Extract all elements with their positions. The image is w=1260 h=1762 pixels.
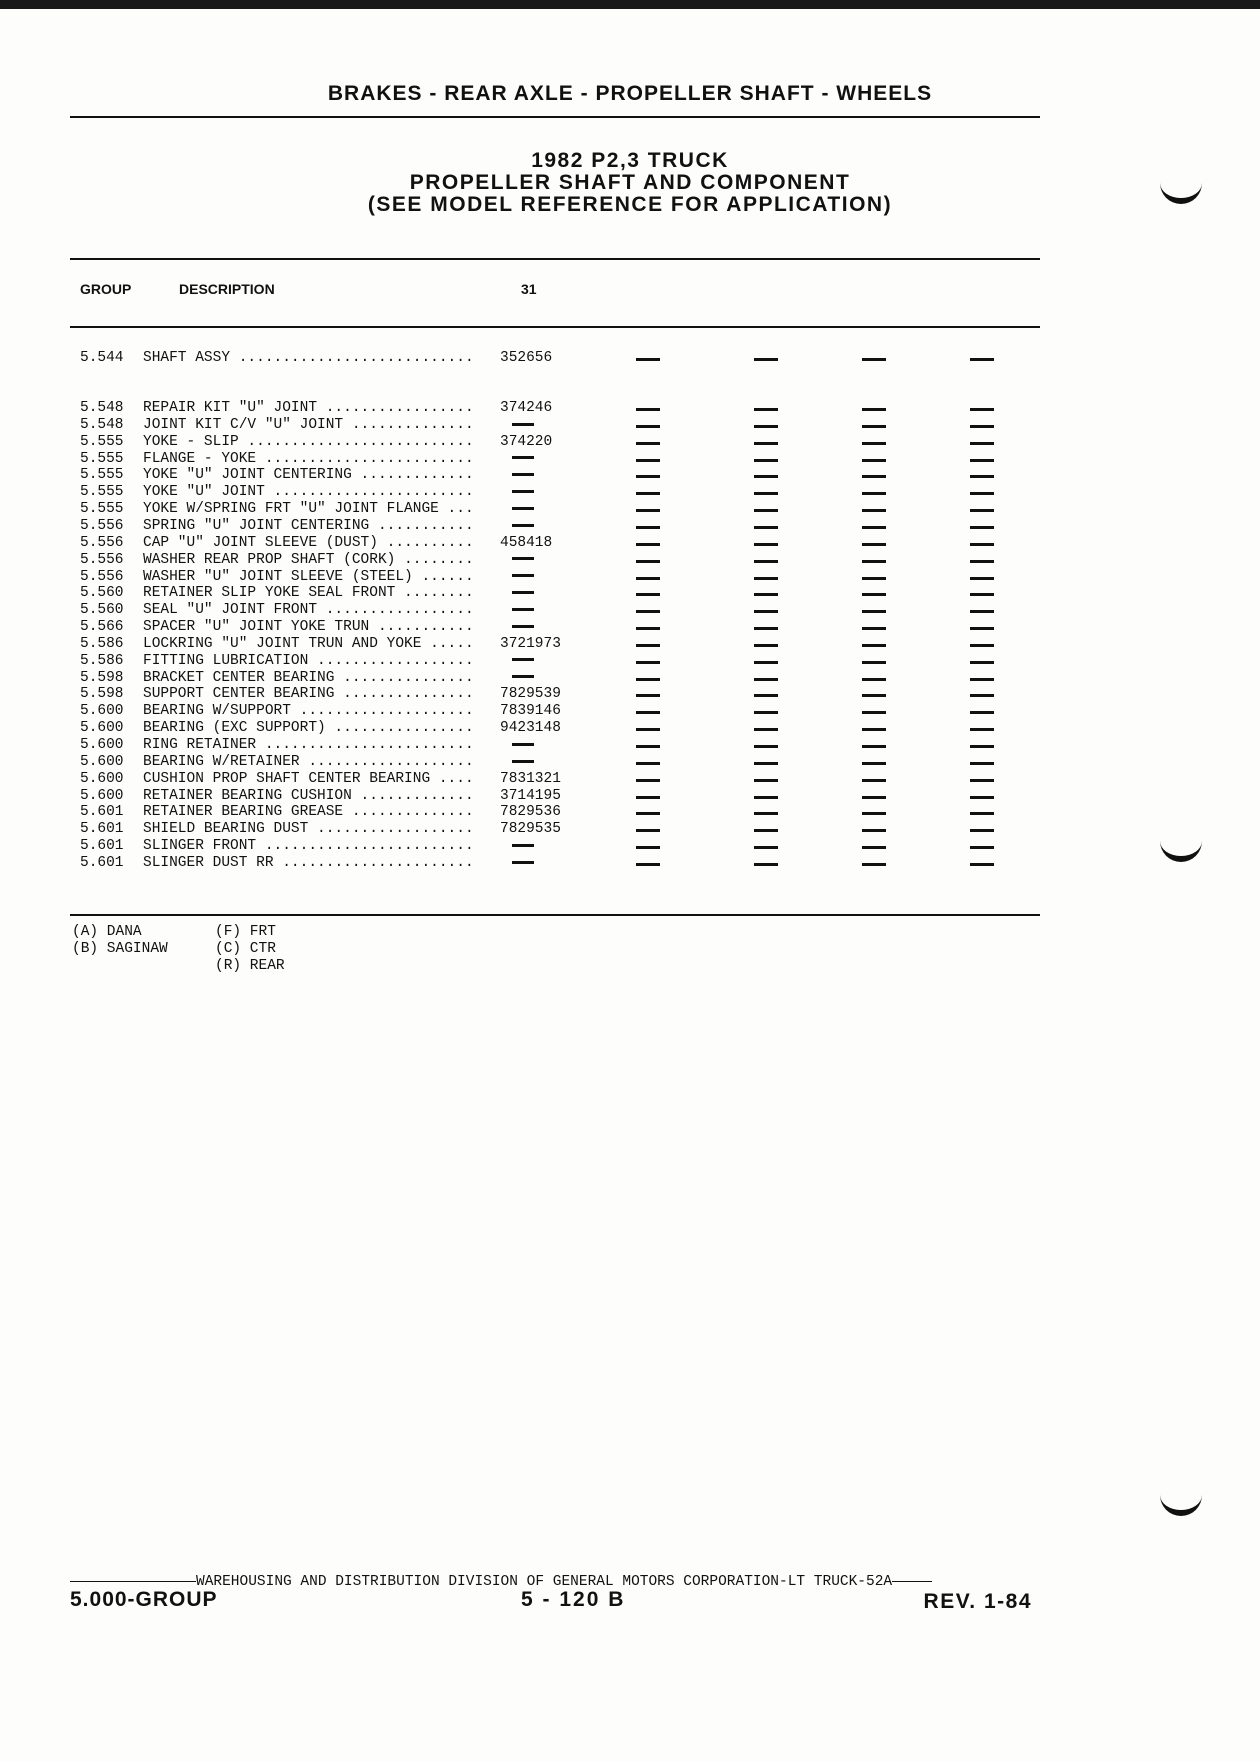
not-applicable-dash — [512, 557, 534, 560]
not-applicable-dash — [862, 829, 886, 832]
not-applicable-dash — [754, 358, 778, 361]
not-applicable-dash — [862, 509, 886, 512]
row-description: CAP "U" JOINT SLEEVE (DUST) ..... — [143, 535, 475, 552]
not-applicable-dash — [512, 473, 534, 476]
row-group: 5.544 — [80, 350, 124, 366]
not-applicable-dash — [862, 543, 886, 546]
not-applicable-dash — [512, 658, 534, 661]
row-description: CUSHION PROP SHAFT CENTER BEARING ..... — [143, 771, 475, 788]
row-group: 5.556 — [80, 551, 124, 568]
not-applicable-dash — [754, 779, 778, 782]
row-group: 5.601 — [80, 821, 124, 838]
footer-revision: REV. 1-84 — [923, 1590, 1032, 1613]
not-applicable-dash — [512, 507, 534, 510]
not-applicable-dash — [862, 560, 886, 563]
not-applicable-dash — [970, 644, 994, 647]
not-applicable-dash — [862, 711, 886, 714]
binder-tab-mark — [1160, 1490, 1202, 1516]
not-applicable-dash — [862, 728, 886, 731]
not-applicable-dash — [754, 560, 778, 563]
not-applicable-dash — [862, 863, 886, 866]
title-line-1: 1982 P2,3 TRUCK — [531, 149, 729, 172]
row-description: SPRING "U" JOINT CENTERING ..... — [143, 518, 475, 535]
col31-header: 31 — [521, 281, 537, 297]
row-col31-value: 7829539 — [500, 686, 561, 703]
not-applicable-dash — [636, 577, 660, 580]
not-applicable-dash — [636, 543, 660, 546]
row-col31-value: 3721973 — [500, 635, 561, 652]
row-col31-value — [500, 484, 570, 501]
footer-leader-line — [70, 1581, 196, 1582]
row-col31-value — [500, 518, 570, 535]
legend-item: (B) SAGINAW — [72, 941, 168, 957]
row-description: YOKE - SLIP ..... — [143, 434, 475, 451]
not-applicable-dash — [970, 475, 994, 478]
not-applicable-dash — [862, 762, 886, 765]
not-applicable-dash — [970, 593, 994, 596]
row-col31-value: 7829535 — [500, 821, 561, 838]
row-description: YOKE "U" JOINT CENTERING ..... — [143, 467, 475, 484]
row-group: 5.598 — [80, 686, 124, 703]
not-applicable-dash — [754, 796, 778, 799]
not-applicable-dash — [636, 779, 660, 782]
row-group: 5.566 — [80, 619, 124, 636]
not-applicable-dash — [636, 846, 660, 849]
row-group: 5.548 — [80, 400, 124, 416]
top-border — [0, 0, 1260, 9]
not-applicable-dash — [862, 644, 886, 647]
row-group: 5.600 — [80, 737, 124, 753]
footer-trailer-line — [892, 1581, 932, 1582]
not-applicable-dash — [512, 574, 534, 577]
not-applicable-dash — [636, 610, 660, 613]
not-applicable-dash — [636, 442, 660, 445]
page-title — [0, 150, 1260, 216]
row-col31-value — [500, 619, 570, 636]
not-applicable-dash — [512, 743, 534, 746]
not-applicable-dash — [512, 844, 534, 847]
not-applicable-dash — [754, 475, 778, 478]
section-title: BRAKES - REAR AXLE - PROPELLER SHAFT - WHEELS — [327, 82, 933, 105]
not-applicable-dash — [754, 593, 778, 596]
row-description: BEARING W/RETAINER ..... — [143, 754, 475, 771]
row-description: SLINGER FRONT ..... — [143, 838, 475, 855]
footer-division-text: WAREHOUSING AND DISTRIBUTION DIVISION OF GENERAL MOTORS CORPORATION-LT TRUCK-52A — [196, 1574, 893, 1590]
row-description: RETAINER BEARING GREASE ..... — [143, 804, 475, 821]
not-applicable-dash — [754, 863, 778, 866]
row-description: YOKE W/SPRING FRT "U" JOINT FLANGE ..... — [143, 501, 475, 518]
not-applicable-dash — [512, 456, 534, 459]
not-applicable-dash — [970, 492, 994, 495]
row-description: SHAFT ASSY ..... — [143, 350, 475, 367]
not-applicable-dash — [970, 459, 994, 462]
row-col31-value: 374246 — [500, 400, 553, 416]
not-applicable-dash — [636, 678, 660, 681]
not-applicable-dash — [970, 509, 994, 512]
not-applicable-dash — [862, 593, 886, 596]
not-applicable-dash — [636, 425, 660, 428]
row-description: BEARING (EXC SUPPORT) ..... — [143, 720, 475, 737]
row-group: 5.556 — [80, 534, 124, 551]
row-col31-value — [500, 838, 570, 855]
row-col31-value — [500, 737, 570, 754]
table-bottom-rule — [70, 914, 1040, 916]
row-group: 5.601 — [80, 838, 124, 855]
row-group: 5.600 — [80, 770, 124, 787]
not-applicable-dash — [970, 442, 994, 445]
row-col31-value: 374220 — [500, 433, 553, 450]
row-description: FITTING LUBRICATION ..... — [143, 653, 475, 670]
row-group: 5.586 — [80, 652, 124, 669]
section-rule — [70, 116, 1040, 118]
footer-group: 5.000-GROUP — [70, 1588, 218, 1611]
row-col31-value — [500, 569, 570, 586]
not-applicable-dash — [754, 492, 778, 495]
row-description: RING RETAINER ..... — [143, 737, 475, 754]
not-applicable-dash — [512, 591, 534, 594]
row-group: 5.560 — [80, 585, 124, 602]
row-group: 5.601 — [80, 854, 124, 871]
not-applicable-dash — [636, 475, 660, 478]
row-group: 5.555 — [80, 433, 124, 450]
not-applicable-dash — [636, 863, 660, 866]
row-group: 5.555 — [80, 501, 124, 518]
title-line-3: (SEE MODEL REFERENCE FOR APPLICATION) — [367, 193, 893, 216]
not-applicable-dash — [754, 610, 778, 613]
row-description: SEAL "U" JOINT FRONT ..... — [143, 602, 475, 619]
not-applicable-dash — [862, 475, 886, 478]
not-applicable-dash — [970, 762, 994, 765]
not-applicable-dash — [512, 490, 534, 493]
not-applicable-dash — [636, 459, 660, 462]
row-description: JOINT KIT C/V "U" JOINT ..... — [143, 417, 475, 434]
row-group: 5.598 — [80, 669, 124, 686]
legend-right — [215, 924, 285, 975]
not-applicable-dash — [970, 779, 994, 782]
row-col31-value: 7831321 — [500, 770, 561, 787]
not-applicable-dash — [970, 577, 994, 580]
not-applicable-dash — [636, 560, 660, 563]
not-applicable-dash — [970, 543, 994, 546]
row-col31-value — [500, 585, 570, 602]
not-applicable-dash — [636, 627, 660, 630]
not-applicable-dash — [862, 425, 886, 428]
not-applicable-dash — [636, 644, 660, 647]
not-applicable-dash — [862, 492, 886, 495]
row-col31-value — [500, 451, 570, 468]
not-applicable-dash — [862, 661, 886, 664]
row-col31-value: 352656 — [500, 350, 553, 366]
not-applicable-dash — [754, 644, 778, 647]
not-applicable-dash — [862, 408, 886, 411]
not-applicable-dash — [512, 524, 534, 527]
row-col31-value — [500, 670, 570, 687]
not-applicable-dash — [970, 425, 994, 428]
row-group: 5.601 — [80, 804, 124, 821]
not-applicable-dash — [970, 829, 994, 832]
legend-item: (A) DANA — [72, 924, 142, 940]
not-applicable-dash — [636, 694, 660, 697]
not-applicable-dash — [636, 762, 660, 765]
not-applicable-dash — [636, 526, 660, 529]
not-applicable-dash — [754, 745, 778, 748]
not-applicable-dash — [636, 711, 660, 714]
footer-page-number: 5 - 120 B — [521, 1588, 626, 1611]
not-applicable-dash — [512, 625, 534, 628]
row-group: 5.555 — [80, 467, 124, 484]
not-applicable-dash — [512, 760, 534, 763]
row-group: 5.556 — [80, 568, 124, 585]
not-applicable-dash — [862, 526, 886, 529]
not-applicable-dash — [754, 661, 778, 664]
header-bottom-rule — [70, 326, 1040, 328]
legend-item: (C) CTR — [215, 941, 276, 957]
legend-item: (R) REAR — [215, 958, 285, 974]
not-applicable-dash — [970, 408, 994, 411]
not-applicable-dash — [754, 812, 778, 815]
row-description: SPACER "U" JOINT YOKE TRUN ..... — [143, 619, 475, 636]
not-applicable-dash — [754, 711, 778, 714]
row-description: WASHER REAR PROP SHAFT (CORK) ..... — [143, 552, 475, 569]
not-applicable-dash — [970, 678, 994, 681]
not-applicable-dash — [862, 846, 886, 849]
not-applicable-dash — [754, 627, 778, 630]
row-group: 5.600 — [80, 787, 124, 804]
not-applicable-dash — [636, 593, 660, 596]
row-col31-value — [500, 501, 570, 518]
not-applicable-dash — [862, 610, 886, 613]
not-applicable-dash — [754, 543, 778, 546]
row-col31-value — [500, 417, 570, 434]
not-applicable-dash — [970, 661, 994, 664]
not-applicable-dash — [512, 423, 534, 426]
not-applicable-dash — [970, 610, 994, 613]
row-group: 5.600 — [80, 720, 124, 737]
row-col31-value — [500, 602, 570, 619]
not-applicable-dash — [512, 608, 534, 611]
description-header: DESCRIPTION — [179, 281, 275, 297]
not-applicable-dash — [754, 577, 778, 580]
not-applicable-dash — [970, 526, 994, 529]
row-col31-value — [500, 467, 570, 484]
not-applicable-dash — [636, 408, 660, 411]
row-description: RETAINER BEARING CUSHION ..... — [143, 788, 475, 805]
not-applicable-dash — [636, 728, 660, 731]
row-group: 5.556 — [80, 517, 124, 534]
not-applicable-dash — [970, 358, 994, 361]
row-description: SLINGER DUST RR ..... — [143, 855, 475, 872]
row-col31-value — [500, 653, 570, 670]
not-applicable-dash — [636, 661, 660, 664]
not-applicable-dash — [512, 861, 534, 864]
not-applicable-dash — [970, 745, 994, 748]
not-applicable-dash — [862, 459, 886, 462]
not-applicable-dash — [862, 779, 886, 782]
not-applicable-dash — [862, 796, 886, 799]
row-group: 5.555 — [80, 484, 124, 501]
not-applicable-dash — [754, 762, 778, 765]
not-applicable-dash — [636, 509, 660, 512]
not-applicable-dash — [636, 745, 660, 748]
not-applicable-dash — [636, 358, 660, 361]
not-applicable-dash — [754, 678, 778, 681]
not-applicable-dash — [970, 728, 994, 731]
not-applicable-dash — [754, 408, 778, 411]
row-col31-value — [500, 552, 570, 569]
not-applicable-dash — [754, 829, 778, 832]
not-applicable-dash — [970, 627, 994, 630]
row-description: LOCKRING "U" JOINT TRUN AND YOKE ..... — [143, 636, 475, 653]
not-applicable-dash — [970, 846, 994, 849]
row-group: 5.600 — [80, 703, 124, 720]
not-applicable-dash — [862, 694, 886, 697]
not-applicable-dash — [970, 796, 994, 799]
row-description: RETAINER SLIP YOKE SEAL FRONT ..... — [143, 585, 475, 602]
not-applicable-dash — [754, 728, 778, 731]
row-description: BRACKET CENTER BEARING ..... — [143, 670, 475, 687]
row-group: 5.548 — [80, 416, 124, 433]
binder-tab-mark — [1160, 836, 1202, 862]
legend-item: (F) FRT — [215, 924, 276, 940]
row-description: WASHER "U" JOINT SLEEVE (STEEL) ..... — [143, 569, 475, 586]
not-applicable-dash — [754, 846, 778, 849]
legend-left — [72, 924, 168, 958]
group-header: GROUP — [80, 281, 132, 297]
not-applicable-dash — [636, 492, 660, 495]
row-group: 5.555 — [80, 450, 124, 467]
row-description: YOKE "U" JOINT ..... — [143, 484, 475, 501]
not-applicable-dash — [970, 863, 994, 866]
row-col31-value: 7829536 — [500, 804, 561, 821]
not-applicable-dash — [754, 526, 778, 529]
row-description: REPAIR KIT "U" JOINT ..... — [143, 400, 475, 417]
not-applicable-dash — [862, 358, 886, 361]
row-description: SUPPORT CENTER BEARING ..... — [143, 686, 475, 703]
row-description: BEARING W/SUPPORT ..... — [143, 703, 475, 720]
row-col31-value — [500, 855, 570, 872]
row-group: 5.600 — [80, 753, 124, 770]
not-applicable-dash — [970, 560, 994, 563]
not-applicable-dash — [754, 425, 778, 428]
table-top-rule — [70, 258, 1040, 260]
not-applicable-dash — [862, 745, 886, 748]
row-description: SHIELD BEARING DUST ..... — [143, 821, 475, 838]
not-applicable-dash — [862, 678, 886, 681]
not-applicable-dash — [512, 675, 534, 678]
not-applicable-dash — [862, 442, 886, 445]
not-applicable-dash — [754, 694, 778, 697]
not-applicable-dash — [754, 442, 778, 445]
row-col31-value: 7839146 — [500, 703, 561, 720]
not-applicable-dash — [970, 711, 994, 714]
not-applicable-dash — [636, 829, 660, 832]
title-line-2: PROPELLER SHAFT AND COMPONENT — [409, 171, 851, 194]
row-group: 5.560 — [80, 602, 124, 619]
row-description: FLANGE - YOKE ..... — [143, 451, 475, 468]
not-applicable-dash — [636, 812, 660, 815]
row-col31-value — [500, 754, 570, 771]
row-col31-value: 3714195 — [500, 787, 561, 804]
not-applicable-dash — [862, 577, 886, 580]
row-group: 5.586 — [80, 635, 124, 652]
not-applicable-dash — [970, 694, 994, 697]
not-applicable-dash — [636, 796, 660, 799]
not-applicable-dash — [970, 812, 994, 815]
row-col31-value: 9423148 — [500, 720, 561, 737]
not-applicable-dash — [754, 509, 778, 512]
not-applicable-dash — [862, 812, 886, 815]
not-applicable-dash — [862, 627, 886, 630]
row-col31-value: 458418 — [500, 534, 553, 551]
not-applicable-dash — [754, 459, 778, 462]
